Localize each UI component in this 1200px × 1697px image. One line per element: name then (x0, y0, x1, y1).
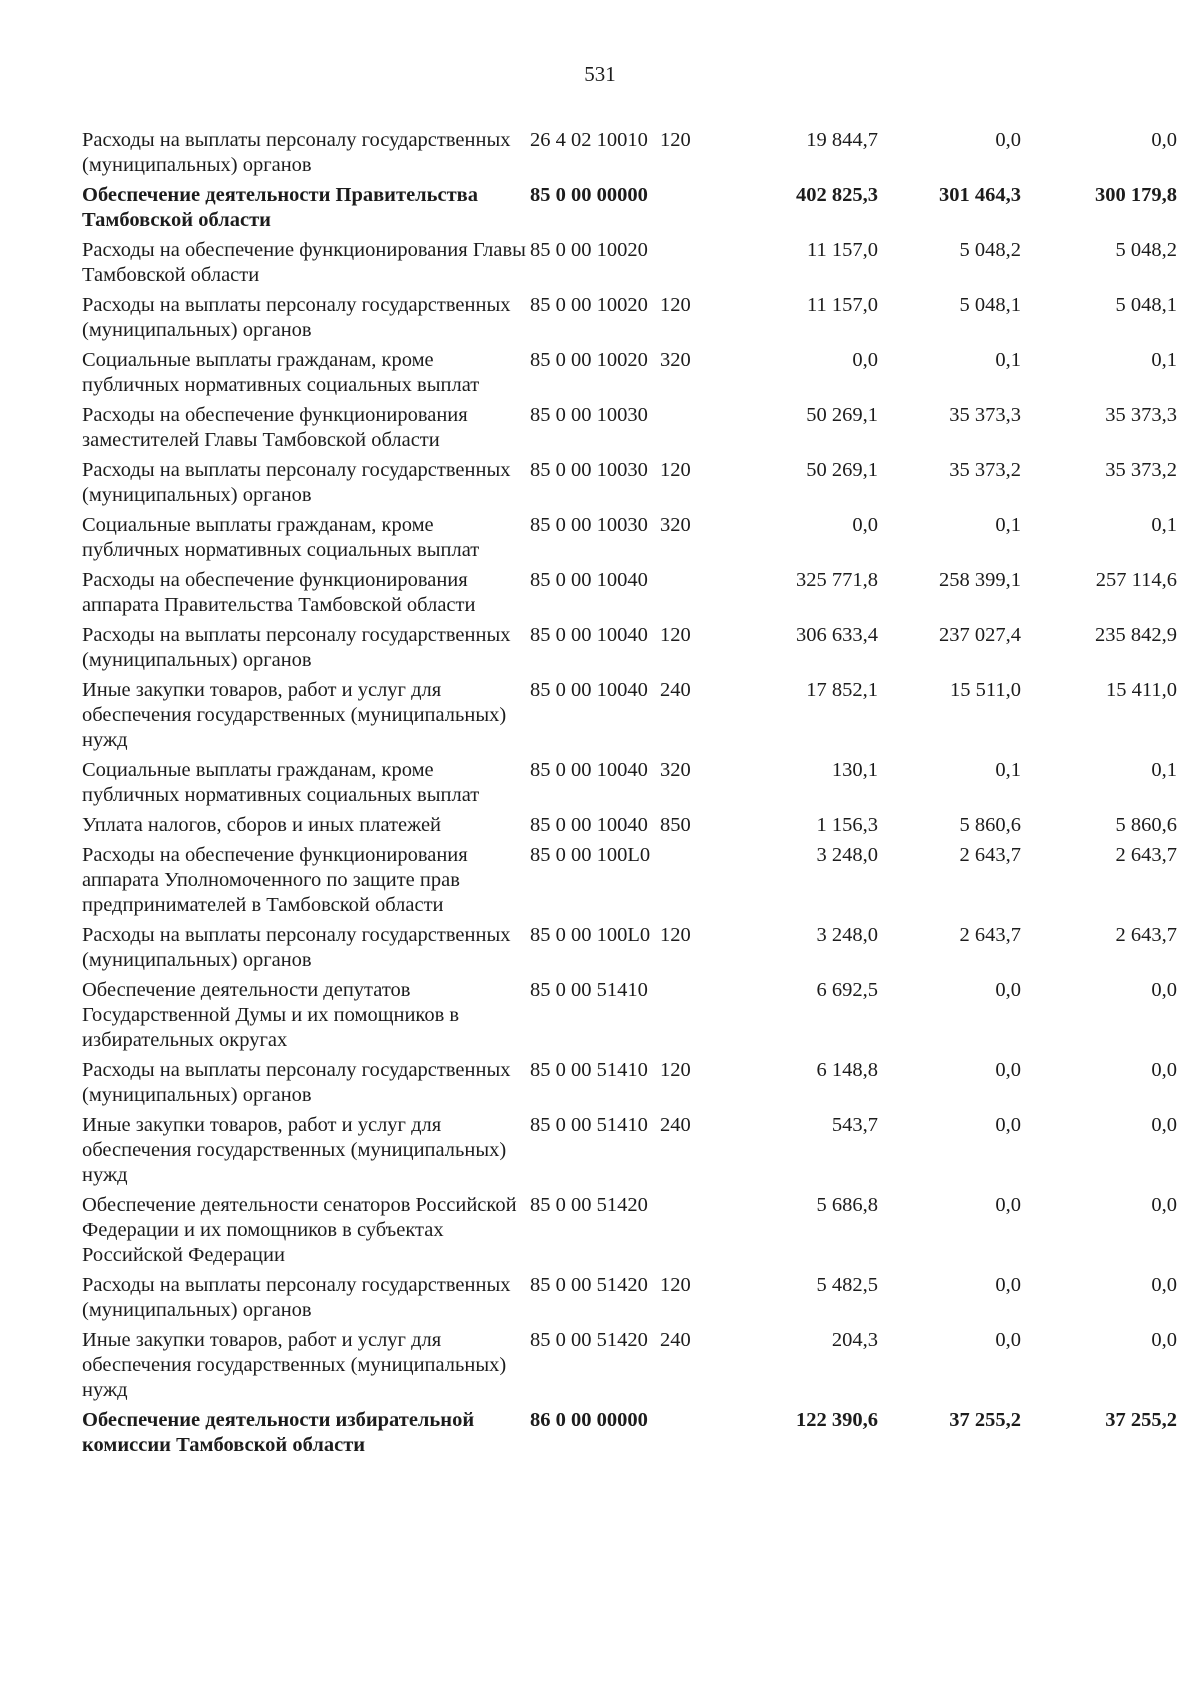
row-name: Иные закупки товаров, работ и услуг для обеспечения государственных (муниципальных) нужд (82, 679, 507, 751)
row-expense-type (660, 978, 715, 1058)
row-value-1: 402 825,3 (796, 184, 878, 206)
row-code: 85 0 00 51420 (530, 1194, 648, 1216)
row-value-2: 0,0 (995, 1274, 1021, 1296)
row-value-3: 0,0 (1151, 1329, 1177, 1351)
row-code: 86 0 00 00000 (530, 1409, 648, 1431)
row-value-2: 0,0 (995, 1114, 1021, 1136)
row-expense-type (660, 843, 715, 923)
row-value-2: 37 255,2 (949, 1409, 1021, 1431)
row-value-1: 50 269,1 (806, 459, 878, 481)
row-expense-type: 320 (660, 349, 691, 371)
row-value-1: 0,0 (852, 349, 878, 371)
row-value-1: 3 248,0 (816, 924, 878, 946)
row-value-2: 35 373,2 (949, 459, 1021, 481)
row-name: Социальные выплаты гражданам, кроме публичных нормативных социальных выплат (82, 349, 480, 396)
row-expense-type: 240 (660, 1329, 691, 1351)
row-expense-type: 120 (660, 294, 691, 316)
row-value-1: 11 157,0 (807, 294, 878, 316)
row-value-3: 0,1 (1151, 514, 1177, 536)
row-code: 85 0 00 51410 (530, 1059, 648, 1081)
table-row (82, 623, 1177, 678)
row-value-2: 5 048,2 (959, 239, 1021, 261)
page-number: 531 (584, 62, 616, 86)
row-code: 85 0 00 10020 (530, 294, 648, 316)
row-expense-type (660, 183, 715, 238)
row-value-2: 237 027,4 (939, 624, 1021, 646)
row-name: Расходы на выплаты персоналу государственных (муниципальных) органов (82, 1059, 511, 1106)
row-code: 85 0 00 51420 (530, 1329, 648, 1351)
row-value-1: 0,0 (852, 514, 878, 536)
row-value-3: 15 411,0 (1106, 679, 1177, 701)
table-row (82, 183, 1177, 238)
row-value-1: 204,3 (831, 1329, 878, 1351)
row-value-2: 0,1 (995, 759, 1021, 781)
row-code: 85 0 00 10040 (530, 814, 648, 836)
row-name: Иные закупки товаров, работ и услуг для обеспечения государственных (муниципальных) нужд (82, 1114, 507, 1186)
row-value-2: 2 643,7 (959, 844, 1021, 866)
row-expense-type (660, 1193, 715, 1273)
row-expense-type: 120 (660, 129, 691, 151)
row-expense-type: 850 (660, 814, 691, 836)
row-value-3: 0,1 (1151, 349, 1177, 371)
table-row (82, 458, 1177, 513)
row-value-2: 0,1 (995, 514, 1021, 536)
row-name: Расходы на выплаты персоналу государственных (муниципальных) органов (82, 294, 511, 341)
row-value-1: 3 248,0 (816, 844, 878, 866)
row-value-3: 37 255,2 (1105, 1409, 1177, 1431)
row-code: 26 4 02 10010 (530, 129, 648, 151)
budget-table (82, 128, 1177, 1463)
row-expense-type: 120 (660, 924, 691, 946)
row-value-2: 0,0 (995, 1329, 1021, 1351)
row-value-3: 0,1 (1151, 759, 1177, 781)
row-value-1: 543,7 (831, 1114, 878, 1136)
row-value-1: 11 157,0 (807, 239, 878, 261)
row-value-2: 35 373,3 (949, 404, 1021, 426)
row-expense-type (660, 568, 715, 623)
row-value-2: 301 464,3 (939, 184, 1021, 206)
row-code: 85 0 00 51420 (530, 1274, 648, 1296)
row-value-3: 5 048,1 (1115, 294, 1177, 316)
row-name: Расходы на выплаты персоналу государственных (муниципальных) органов (82, 1274, 511, 1321)
row-code: 85 0 00 10020 (530, 349, 648, 371)
row-value-1: 6 148,8 (816, 1059, 878, 1081)
row-value-3: 257 114,6 (1095, 569, 1177, 591)
row-expense-type: 120 (660, 459, 691, 481)
table-row (82, 923, 1177, 978)
table-row (82, 1113, 1177, 1193)
row-name: Расходы на выплаты персоналу государственных (муниципальных) органов (82, 624, 511, 671)
table-row (82, 513, 1177, 568)
row-code: 85 0 00 51410 (530, 979, 648, 1001)
table-row (82, 348, 1177, 403)
row-expense-type: 120 (660, 1059, 691, 1081)
row-code: 85 0 00 10040 (530, 569, 648, 591)
table-row (82, 813, 1177, 843)
row-value-1: 325 771,8 (796, 569, 878, 591)
row-value-3: 35 373,3 (1105, 404, 1177, 426)
row-value-3: 35 373,2 (1105, 459, 1177, 481)
table-row (82, 568, 1177, 623)
row-value-2: 2 643,7 (959, 924, 1021, 946)
row-value-3: 2 643,7 (1115, 924, 1177, 946)
row-code: 85 0 00 10040 (530, 759, 648, 781)
row-value-1: 5 482,5 (816, 1274, 878, 1296)
row-value-3: 5 048,2 (1115, 239, 1177, 261)
row-code: 85 0 00 00000 (530, 184, 648, 206)
row-name: Социальные выплаты гражданам, кроме публичных нормативных социальных выплат (82, 514, 480, 561)
row-value-3: 0,0 (1151, 129, 1177, 151)
row-expense-type: 120 (660, 624, 691, 646)
row-name: Иные закупки товаров, работ и услуг для обеспечения государственных (муниципальных) нужд (82, 1329, 507, 1401)
row-name: Обеспечение деятельности избирательной комиссии Тамбовской области (82, 1409, 475, 1456)
row-value-1: 306 633,4 (796, 624, 878, 646)
row-value-3: 5 860,6 (1115, 814, 1177, 836)
row-expense-type: 320 (660, 514, 691, 536)
row-value-2: 5 860,6 (959, 814, 1021, 836)
row-value-2: 0,0 (995, 979, 1021, 1001)
row-name: Расходы на обеспечение функционирования Главы Тамбовской области (82, 239, 526, 286)
row-value-1: 130,1 (831, 759, 878, 781)
row-value-3: 0,0 (1151, 1114, 1177, 1136)
row-expense-type: 240 (660, 679, 691, 701)
row-value-3: 0,0 (1151, 1059, 1177, 1081)
table-row (82, 293, 1177, 348)
row-expense-type (660, 238, 715, 293)
table-row (82, 1408, 1177, 1463)
row-value-1: 50 269,1 (806, 404, 878, 426)
table-row (82, 1193, 1177, 1273)
row-value-2: 0,0 (995, 1194, 1021, 1216)
row-expense-type: 120 (660, 1274, 691, 1296)
row-name: Расходы на выплаты персоналу государственных (муниципальных) органов (82, 129, 511, 176)
row-code: 85 0 00 10040 (530, 679, 648, 701)
row-value-2: 5 048,1 (959, 294, 1021, 316)
row-name: Обеспечение деятельности сенаторов Российской Федерации и их помощников в субъектах Российской Федерации (82, 1194, 517, 1266)
row-code: 85 0 00 10040 (530, 624, 648, 646)
table-row (82, 128, 1177, 183)
row-value-1: 6 692,5 (816, 979, 878, 1001)
row-name: Уплата налогов, сборов и иных платежей (82, 814, 442, 836)
row-value-1: 1 156,3 (816, 814, 878, 836)
row-value-2: 15 511,0 (950, 679, 1021, 701)
row-name: Обеспечение деятельности депутатов Государственной Думы и их помощников в избирательных округах (82, 979, 460, 1051)
row-value-1: 17 852,1 (806, 679, 878, 701)
row-code: 85 0 00 10030 (530, 459, 648, 481)
row-name: Обеспечение деятельности Правительства Тамбовской области (82, 184, 478, 231)
row-code: 85 0 00 100L0 (530, 924, 651, 946)
row-name: Расходы на выплаты персоналу государственных (муниципальных) органов (82, 459, 511, 506)
row-expense-type (660, 1408, 715, 1463)
row-value-3: 0,0 (1151, 979, 1177, 1001)
row-name: Расходы на обеспечение функционирования аппарата Уполномоченного по защите прав предпринимателей в Тамбовской области (82, 844, 468, 916)
table-row (82, 678, 1177, 758)
table-row (82, 758, 1177, 813)
row-value-2: 258 399,1 (939, 569, 1021, 591)
row-code: 85 0 00 51410 (530, 1114, 648, 1136)
table-row (82, 978, 1177, 1058)
row-code: 85 0 00 10030 (530, 404, 648, 426)
row-name: Расходы на обеспечение функционирования аппарата Правительства Тамбовской области (82, 569, 476, 616)
table-row (82, 1058, 1177, 1113)
row-value-1: 19 844,7 (806, 129, 878, 151)
row-expense-type (660, 403, 715, 458)
table-row (82, 1328, 1177, 1408)
row-value-2: 0,1 (995, 349, 1021, 371)
row-code: 85 0 00 100L0 (530, 844, 651, 866)
row-value-3: 0,0 (1151, 1274, 1177, 1296)
row-value-3: 2 643,7 (1115, 844, 1177, 866)
row-name: Расходы на обеспечение функционирования заместителей Главы Тамбовской области (82, 404, 468, 451)
budget-table-body (82, 128, 1177, 1463)
table-row (82, 238, 1177, 293)
table-row (82, 403, 1177, 458)
table-row (82, 843, 1177, 923)
row-value-1: 122 390,6 (796, 1409, 878, 1431)
row-name: Социальные выплаты гражданам, кроме публичных нормативных социальных выплат (82, 759, 480, 806)
row-value-1: 5 686,8 (816, 1194, 878, 1216)
row-expense-type: 320 (660, 759, 691, 781)
row-code: 85 0 00 10020 (530, 239, 648, 261)
row-value-3: 0,0 (1151, 1194, 1177, 1216)
row-value-2: 0,0 (995, 1059, 1021, 1081)
row-value-2: 0,0 (995, 129, 1021, 151)
row-expense-type: 240 (660, 1114, 691, 1136)
table-row (82, 1273, 1177, 1328)
row-value-3: 300 179,8 (1095, 184, 1177, 206)
row-code: 85 0 00 10030 (530, 514, 648, 536)
row-value-3: 235 842,9 (1095, 624, 1177, 646)
row-name: Расходы на выплаты персоналу государственных (муниципальных) органов (82, 924, 511, 971)
